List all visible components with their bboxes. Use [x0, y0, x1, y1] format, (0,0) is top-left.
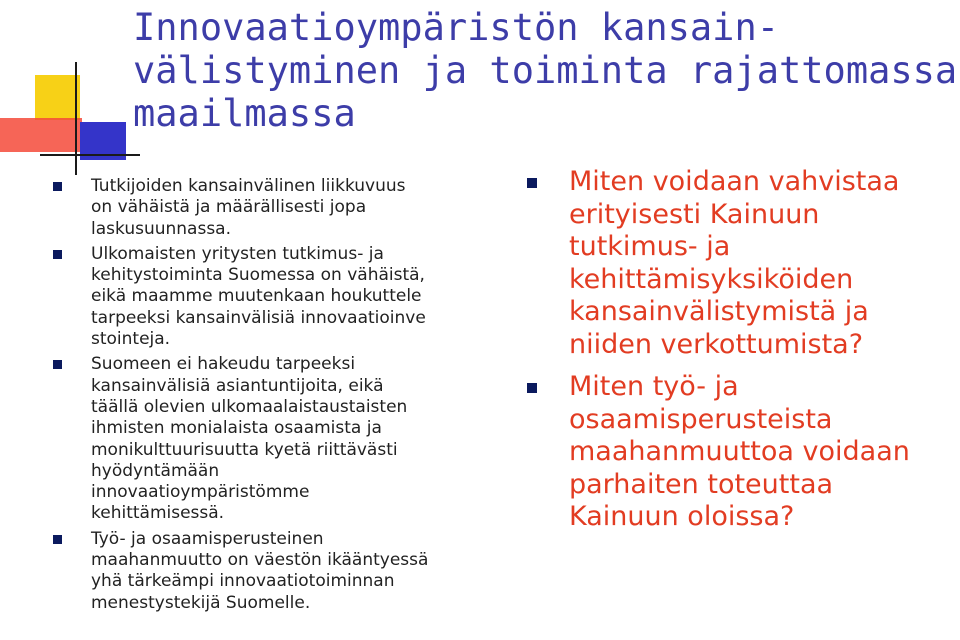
slide-title — [133, 6, 958, 135]
text-line: stointeja. — [91, 329, 171, 350]
text-line: monikulttuurisuutta kyetä riittävästi — [91, 439, 398, 460]
text-line: kehitystoiminta Suomessa on vähäistä, — [91, 265, 425, 286]
question-line: kansainvälistymistä ja — [569, 296, 869, 327]
question-line: Kainuun oloissa? — [569, 501, 795, 532]
deco-red-block — [0, 118, 82, 152]
question-line: osaamisperusteista — [569, 403, 833, 435]
list-item — [53, 354, 508, 524]
text-line: menestystekijä Suomelle. — [91, 592, 311, 613]
text-line: hyödyntämään — [91, 460, 220, 481]
text-line: kehittämisessä. — [91, 503, 225, 524]
text-line: kansainvälisiä asiantuntijoita, eikä — [91, 375, 384, 396]
question-line: Miten työ- ja — [569, 371, 739, 402]
question-line: kehittämisyksiköiden — [569, 263, 854, 295]
text-line: Suomeen ei hakeudu tarpeeksi — [91, 354, 356, 375]
title-line: Innovaatioympäristön kansain- — [133, 6, 780, 49]
text-line: maahanmuutto on väestön ikääntyessä — [91, 550, 429, 571]
square-bullet-icon — [527, 383, 537, 393]
list-item — [53, 244, 508, 350]
text-line: yhä tärkeämpi innovaatiotoiminnan — [91, 571, 395, 592]
square-bullet-icon — [53, 182, 62, 191]
question-line: parhaiten toteuttaa — [569, 468, 834, 500]
square-bullet-icon — [527, 178, 537, 188]
text-line: innovaatioympäristömme — [91, 482, 310, 503]
text-line: tarpeeksi kansainvälisiä innovaatioinve — [91, 307, 426, 328]
text-line: Tutkijoiden kansainvälinen liikkuvuus — [91, 176, 406, 196]
text-line: laskusuunnassa. — [91, 218, 232, 239]
title-line: välistyminen ja toiminta rajattomassa — [133, 49, 958, 92]
list-item — [53, 176, 508, 240]
text-line: Työ- ja osaamisperusteinen — [91, 528, 324, 549]
text-line: täällä olevien ulkomaalaistaustaisten — [91, 396, 408, 417]
question-line: erityisesti Kainuun — [569, 198, 820, 230]
list-item — [53, 529, 508, 614]
list-item — [527, 371, 957, 534]
question-line: niiden verkottumista? — [569, 328, 864, 360]
list-item — [527, 166, 957, 361]
question-line: tutkimus- ja — [569, 231, 731, 262]
question-line: maahanmuuttoa voidaan — [569, 436, 910, 467]
deco-yellow-square — [35, 75, 80, 120]
square-bullet-icon — [53, 535, 62, 544]
question-line: Miten voidaan vahvistaa — [569, 166, 900, 197]
left-bullet-list — [53, 176, 508, 618]
text-line: Ulkomaisten yritysten tutkimus- ja — [91, 243, 384, 264]
square-bullet-icon — [53, 360, 62, 369]
text-line: ihmisten monialaista osaamista ja — [91, 418, 382, 439]
decorative-squares-graphic — [0, 0, 140, 175]
square-bullet-icon — [53, 250, 62, 259]
title-line: maailmassa — [133, 92, 356, 135]
text-line: eikä maamme muutenkaan houkuttele — [91, 286, 422, 307]
right-bullet-list — [527, 166, 957, 544]
text-line: on vähäistä ja määrällisesti jopa — [91, 197, 367, 218]
